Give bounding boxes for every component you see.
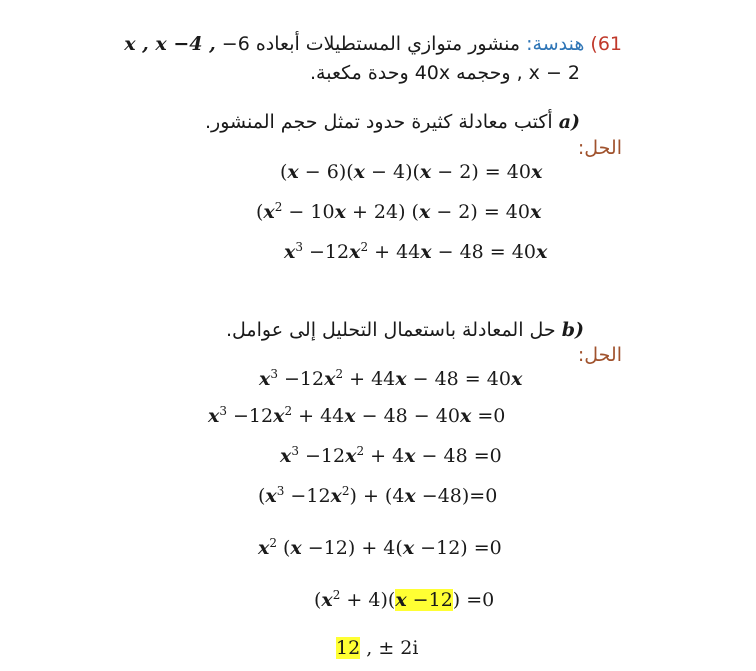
eq-b5: $x^2$ (x −12) + 4(x −12) =0 [258, 536, 502, 559]
final-answer [336, 636, 418, 660]
answer-rest: , ± 2i [366, 637, 419, 659]
problem-line-1 [124, 32, 622, 56]
problem-topic: هندسة: [526, 33, 585, 55]
eq-b1: $x^3 -12x^2 + 44x - 48 = 40x$ [259, 367, 523, 390]
problem-line-2 [310, 61, 580, 85]
eq-b3: $x^3 -12x^2 + 4x - 48 =0$ [280, 444, 502, 467]
eq-a1: (x − 6)(x − 4)(x − 2) = 40x [280, 161, 543, 183]
eq-a2: $(x^2 - 10x + 24) (x - 2) = 40x$ [256, 200, 542, 223]
answer-root: 12 [336, 637, 361, 659]
eq-b2: $x^3 -12x^2 + 44x - 48 - 40x =0$ [208, 404, 506, 427]
problem-text-2: x − 2 , وحجمه 40x وحدة مكعبة. [309, 62, 580, 84]
part-b-letter: b) [561, 319, 584, 341]
part-b-text: حل المعادلة باستعمال التحليل إلى عوامل. [226, 319, 556, 341]
problem-text: منشور متوازي المستطيلات أبعاده 6− [221, 33, 521, 55]
part-a-letter: a) [558, 111, 580, 133]
highlight-factor: x −12 [395, 589, 453, 611]
part-b-prompt [226, 318, 584, 342]
part-a-text: أكتب معادلة كثيرة حدود تمثل حجم المنشور. [205, 111, 553, 133]
part-b-solution-label: الحل: [577, 344, 622, 366]
eq-a3: $x^3 -12x^2 + 44x - 48 = 40x$ [284, 240, 548, 263]
part-a-solution-label: الحل: [577, 137, 622, 159]
eq-b6: $(x^2 + 4)(x -12) =0$ [314, 588, 495, 611]
problem-number: 61) [590, 33, 622, 55]
problem-dims: x , x −4 , [124, 33, 216, 55]
part-a-prompt [205, 110, 580, 134]
eq-b4: $(x^3 -12x^2) + (4x -48)=0$ [258, 484, 498, 507]
